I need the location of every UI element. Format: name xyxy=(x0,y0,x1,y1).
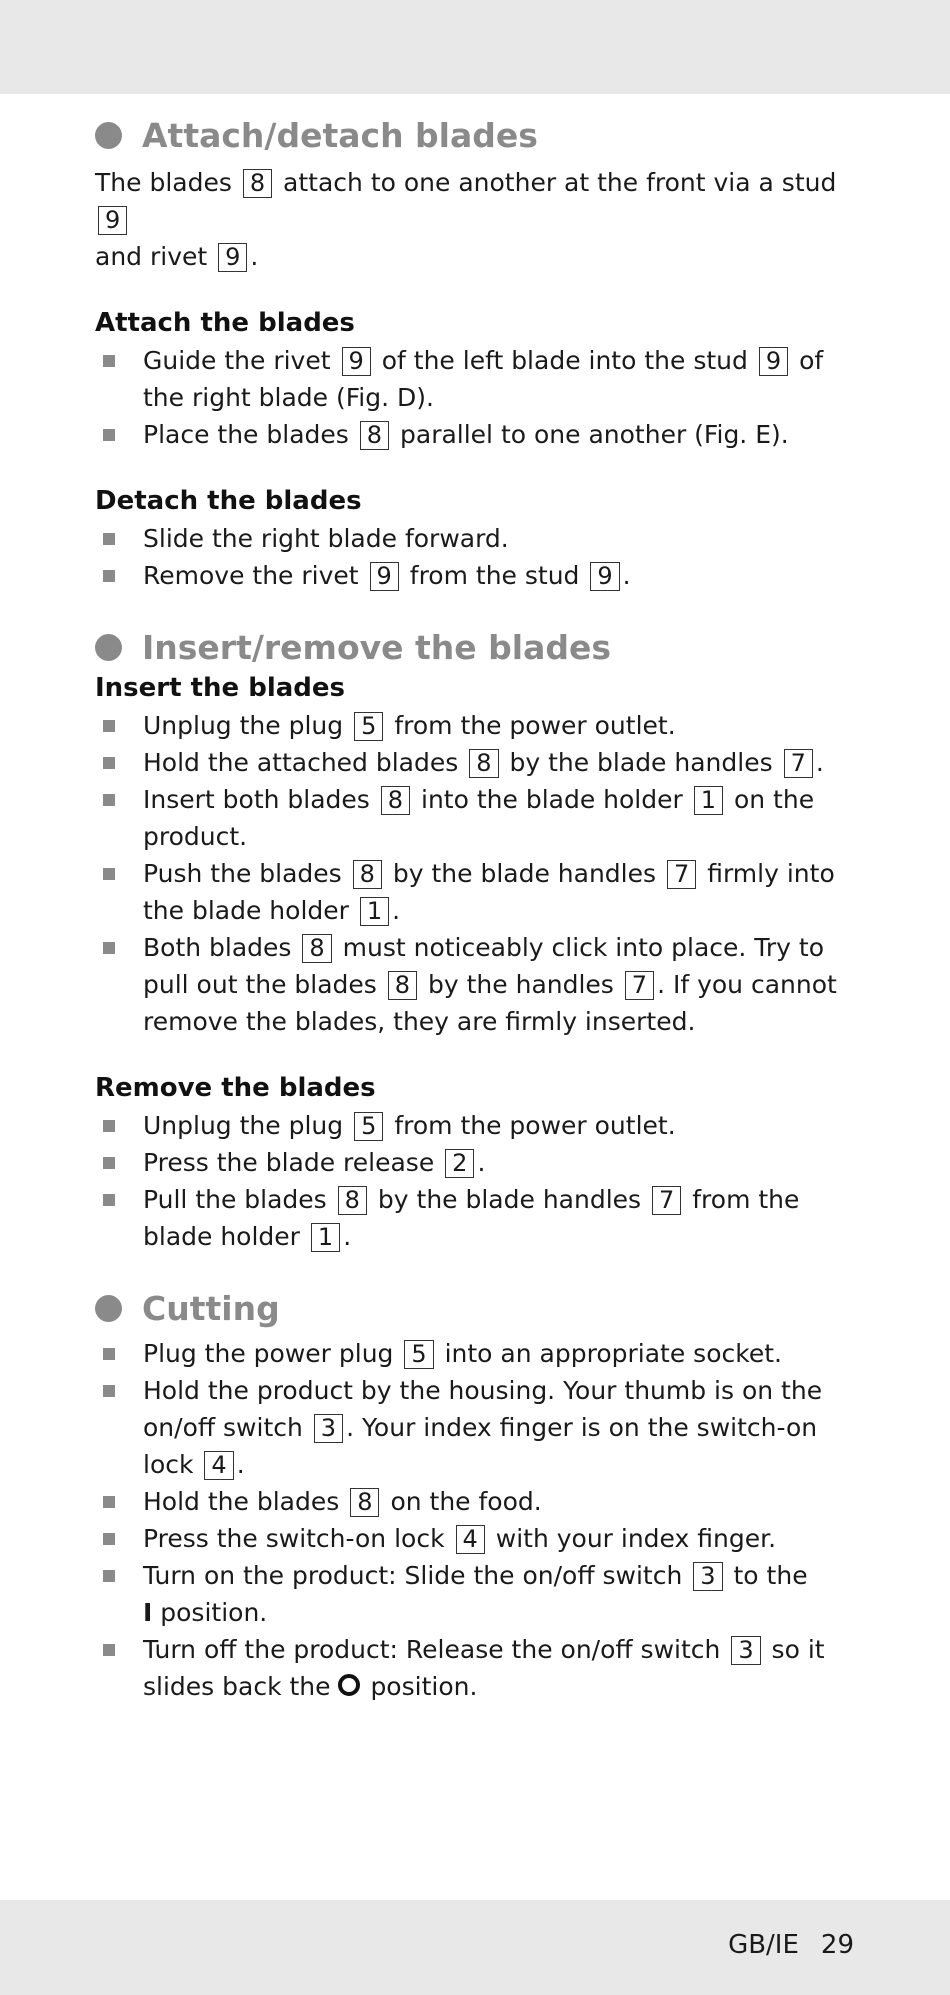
part-number: 9 xyxy=(342,347,371,376)
list-item: Push the blades 8 by the blade handles 7 firmly into the blade holder 1 . xyxy=(95,855,865,929)
intro-paragraph: The blades 8 attach to one another at the front via a stud 9 and rivet 9 . xyxy=(95,168,837,271)
part-number: 7 xyxy=(652,1186,681,1215)
part-number: 5 xyxy=(354,712,383,741)
page-footer xyxy=(728,1930,854,1960)
part-number: 8 xyxy=(338,1186,367,1215)
part-number: 4 xyxy=(456,1525,485,1554)
part-number: 8 xyxy=(388,971,417,1000)
region-label: GB/IE xyxy=(728,1930,799,1960)
square-bullet-icon xyxy=(103,1644,115,1656)
section-title-attach-detach: Attach/detach blades xyxy=(95,112,865,158)
on-symbol-icon: I xyxy=(143,1598,153,1627)
square-bullet-icon xyxy=(103,1496,115,1508)
section-title-insert-remove: Insert/remove the blades xyxy=(95,624,865,670)
section-bullet-icon xyxy=(95,122,122,149)
part-number: 8 xyxy=(243,169,272,198)
square-bullet-icon xyxy=(103,1348,115,1360)
part-number: 9 xyxy=(98,206,127,235)
square-bullet-icon xyxy=(103,868,115,880)
square-bullet-icon xyxy=(103,1120,115,1132)
square-bullet-icon xyxy=(103,1533,115,1545)
square-bullet-icon xyxy=(103,429,115,441)
list-item: Turn off the product: Release the on/off switch 3 so it slides back the position. xyxy=(95,1631,865,1705)
part-number: 3 xyxy=(314,1414,343,1443)
part-number: 2 xyxy=(445,1149,474,1178)
list-item: Unplug the plug 5 from the power outlet. xyxy=(95,1107,865,1144)
list-item: Slide the right blade forward. xyxy=(95,520,865,557)
list-item: Insert both blades 8 into the blade holder 1 on the product. xyxy=(95,781,865,855)
subheading-insert: Insert the blades xyxy=(95,673,346,703)
attach-steps xyxy=(95,342,865,453)
list-item: Press the switch-on lock 4 with your index finger. xyxy=(95,1520,865,1557)
square-bullet-icon xyxy=(103,1194,115,1206)
square-bullet-icon xyxy=(103,533,115,545)
part-number: 7 xyxy=(784,749,813,778)
section-bullet-icon xyxy=(95,634,122,661)
header-band xyxy=(0,0,950,94)
part-number: 9 xyxy=(759,347,788,376)
square-bullet-icon xyxy=(103,942,115,954)
insert-steps xyxy=(95,707,865,1040)
list-item: Both blades 8 must noticeably click into place. Try to pull out the blades 8 by the handles 7 . If you cannot remove the blades, they are firmly inserted. xyxy=(95,929,865,1040)
section-bullet-icon xyxy=(95,1295,122,1322)
part-number: 9 xyxy=(218,243,247,272)
part-number: 8 xyxy=(360,421,389,450)
part-number: 3 xyxy=(693,1562,722,1591)
subheading-remove: Remove the blades xyxy=(95,1073,376,1103)
list-item: Hold the attached blades 8 by the blade handles 7 . xyxy=(95,744,865,781)
square-bullet-icon xyxy=(103,1385,115,1397)
part-number: 1 xyxy=(694,786,723,815)
remove-steps xyxy=(95,1107,865,1255)
square-bullet-icon xyxy=(103,355,115,367)
manual-content xyxy=(95,112,865,1705)
part-number: 7 xyxy=(667,860,696,889)
square-bullet-icon xyxy=(103,757,115,769)
square-bullet-icon xyxy=(103,794,115,806)
list-item: Plug the power plug 5 into an appropriate socket. xyxy=(95,1335,865,1372)
part-number: 8 xyxy=(302,934,331,963)
part-number: 7 xyxy=(625,971,654,1000)
part-number: 1 xyxy=(311,1223,340,1252)
list-item: Place the blades 8 parallel to one another (Fig. E). xyxy=(95,416,865,453)
part-number: 1 xyxy=(360,897,389,926)
part-number: 8 xyxy=(381,786,410,815)
off-symbol-icon xyxy=(338,1674,360,1696)
part-number: 3 xyxy=(731,1636,760,1665)
square-bullet-icon xyxy=(103,570,115,582)
list-item: Turn on the product: Slide the on/off switch 3 to the I position. xyxy=(95,1557,865,1631)
cutting-steps xyxy=(95,1335,865,1705)
square-bullet-icon xyxy=(103,1157,115,1169)
list-item: Press the blade release 2 . xyxy=(95,1144,865,1181)
list-item: Hold the blades 8 on the food. xyxy=(95,1483,865,1520)
part-number: 8 xyxy=(469,749,498,778)
part-number: 5 xyxy=(404,1340,433,1369)
list-item: Pull the blades 8 by the blade handles 7 from the blade holder 1 . xyxy=(95,1181,865,1255)
detach-steps xyxy=(95,520,865,594)
square-bullet-icon xyxy=(103,1570,115,1582)
part-number: 4 xyxy=(204,1451,233,1480)
subheading-detach: Detach the blades xyxy=(95,486,362,516)
list-item: Remove the rivet 9 from the stud 9 . xyxy=(95,557,865,594)
part-number: 8 xyxy=(350,1488,379,1517)
subheading-attach: Attach the blades xyxy=(95,308,355,338)
page-number: 29 xyxy=(820,1930,854,1960)
section-title-cutting: Cutting xyxy=(95,1285,865,1331)
list-item: Guide the rivet 9 of the left blade into the stud 9 of the right blade (Fig. D). xyxy=(95,342,865,416)
list-item: Hold the product by the housing. Your thumb is on the on/off switch 3 . Your index finger is on the switch-on lock 4 . xyxy=(95,1372,865,1483)
list-item: Unplug the plug 5 from the power outlet. xyxy=(95,707,865,744)
part-number: 9 xyxy=(590,562,619,591)
square-bullet-icon xyxy=(103,720,115,732)
part-number: 9 xyxy=(370,562,399,591)
part-number: 5 xyxy=(354,1112,383,1141)
part-number: 8 xyxy=(353,860,382,889)
